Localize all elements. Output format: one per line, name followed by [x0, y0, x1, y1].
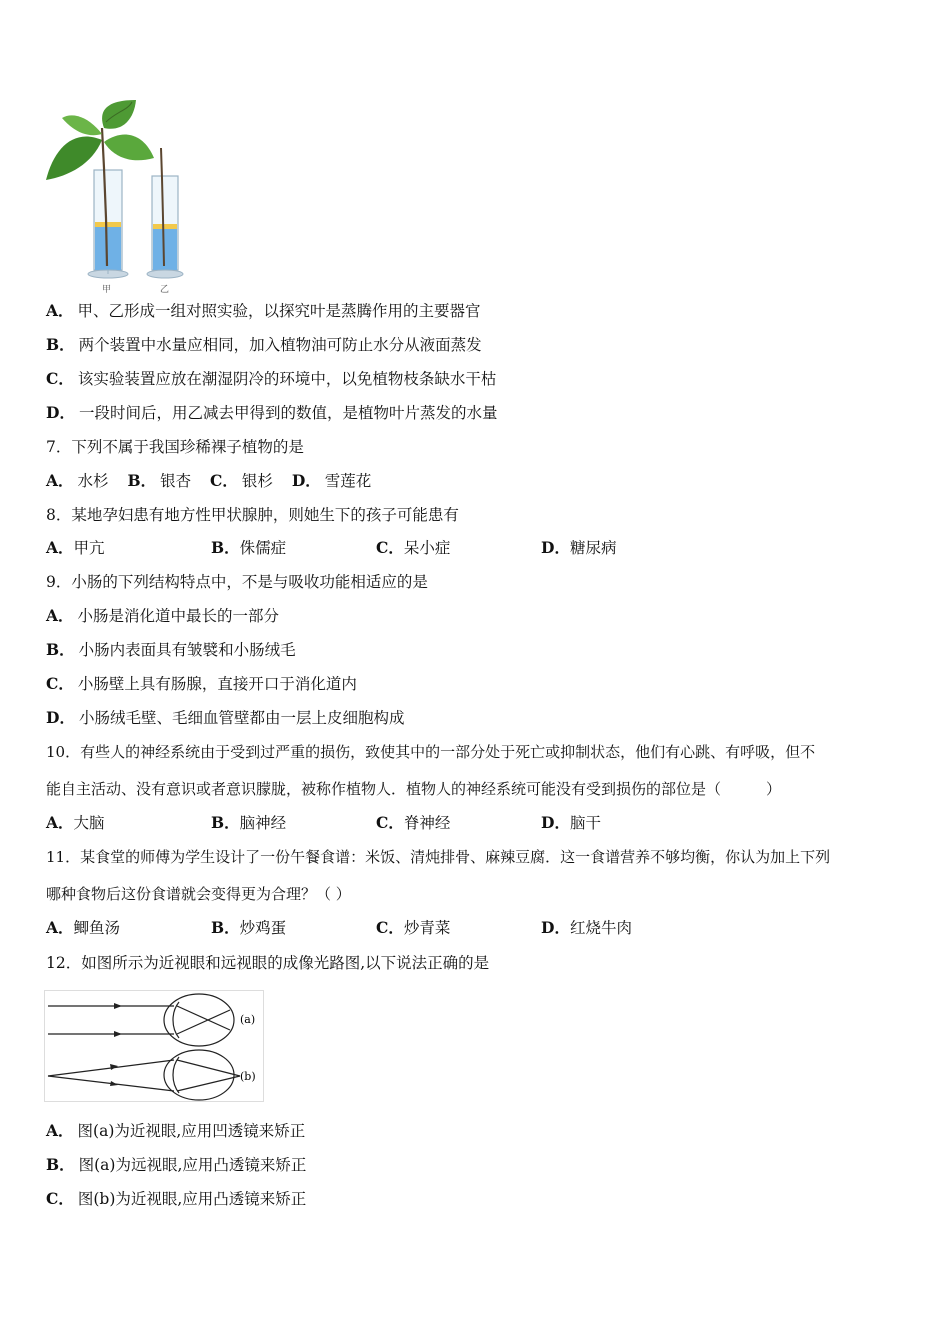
q6-option-b: B． 两个装置中水量应相同，加入植物油可防止水分从液面蒸发 — [46, 335, 482, 354]
label-b: (b) — [240, 1070, 256, 1083]
leaves — [46, 100, 154, 180]
q11-options: A．鲫鱼汤 B．炒鸡蛋 C．炒青菜 D．红烧牛肉 — [46, 918, 632, 937]
tube-yi — [147, 148, 183, 278]
label-a: (a) — [240, 1013, 256, 1026]
plant-transpiration-figure — [44, 98, 204, 296]
q7-options: A． 水杉 B． 银杏 C． 银杉 D． 雪莲花 — [46, 471, 372, 490]
label-jia: 甲 — [102, 285, 112, 295]
q10-stem-line2: 能自主活动、没有意识或者意识朦胧，被称作植物人．植物人的神经系统可能没有受到损伤的部位是（ ） — [46, 780, 782, 798]
q12-option-a: A． 图(a)为近视眼,应用凹透镜来矫正 — [46, 1121, 306, 1140]
q12-option-c: C． 图(b)为近视眼,应用凸透镜来矫正 — [46, 1189, 307, 1208]
q10-stem-line1: 10．有些人的神经系统由于受到过严重的损伤，致使其中的一部分处于死亡或抑制状态，他们有心跳、有呼吸，但不 — [46, 743, 816, 761]
q9-option-a: A． 小肠是消化道中最长的一部分 — [46, 606, 280, 625]
q9-stem: 9．小肠的下列结构特点中，不是与吸收功能相适应的是 — [46, 573, 428, 591]
q8-options: A．甲亢 B．侏儒症 C．呆小症 D．糖尿病 — [46, 538, 617, 557]
q9-option-c: C． 小肠壁上具有肠腺，直接开口于消化道内 — [46, 674, 357, 693]
label-yi: 乙 — [160, 285, 170, 295]
q11-stem-line2: 哪种食物后这份食谱就会变得更为合理？（ ） — [46, 885, 351, 903]
q9-option-d: D． 小肠绒毛壁、毛细血管壁都由一层上皮细胞构成 — [46, 708, 405, 727]
q6-option-c: C． 该实验装置应放在潮湿阴冷的环境中，以免植物枝条缺水干枯 — [46, 369, 497, 388]
eye-optics-figure — [44, 990, 264, 1102]
q11-stem-line1: 11．某食堂的师傅为学生设计了一份午餐食谱：米饭、清炖排骨、麻辣豆腐．这一食谱营养不够均衡，你认为加上下列 — [46, 848, 831, 866]
q9-option-b: B． 小肠内表面具有皱襞和小肠绒毛 — [46, 640, 296, 659]
q8-stem: 8．某地孕妇患有地方性甲状腺肿，则她生下的孩子可能患有 — [46, 506, 459, 524]
q12-stem: 12．如图所示为近视眼和远视眼的成像光路图,以下说法正确的是 — [46, 954, 490, 972]
q10-options: A．大脑 B．脑神经 C．脊神经 D．脑干 — [46, 813, 601, 832]
q6-option-a: A． 甲、乙形成一组对照实验，以探究叶是蒸腾作用的主要器官 — [46, 301, 481, 320]
q6-option-d: D． 一段时间后，用乙减去甲得到的数值，是植物叶片蒸发的水量 — [46, 403, 498, 422]
q7-stem: 7．下列不属于我国珍稀裸子植物的是 — [46, 438, 304, 456]
q12-option-b: B． 图(a)为远视眼,应用凸透镜来矫正 — [46, 1155, 307, 1174]
